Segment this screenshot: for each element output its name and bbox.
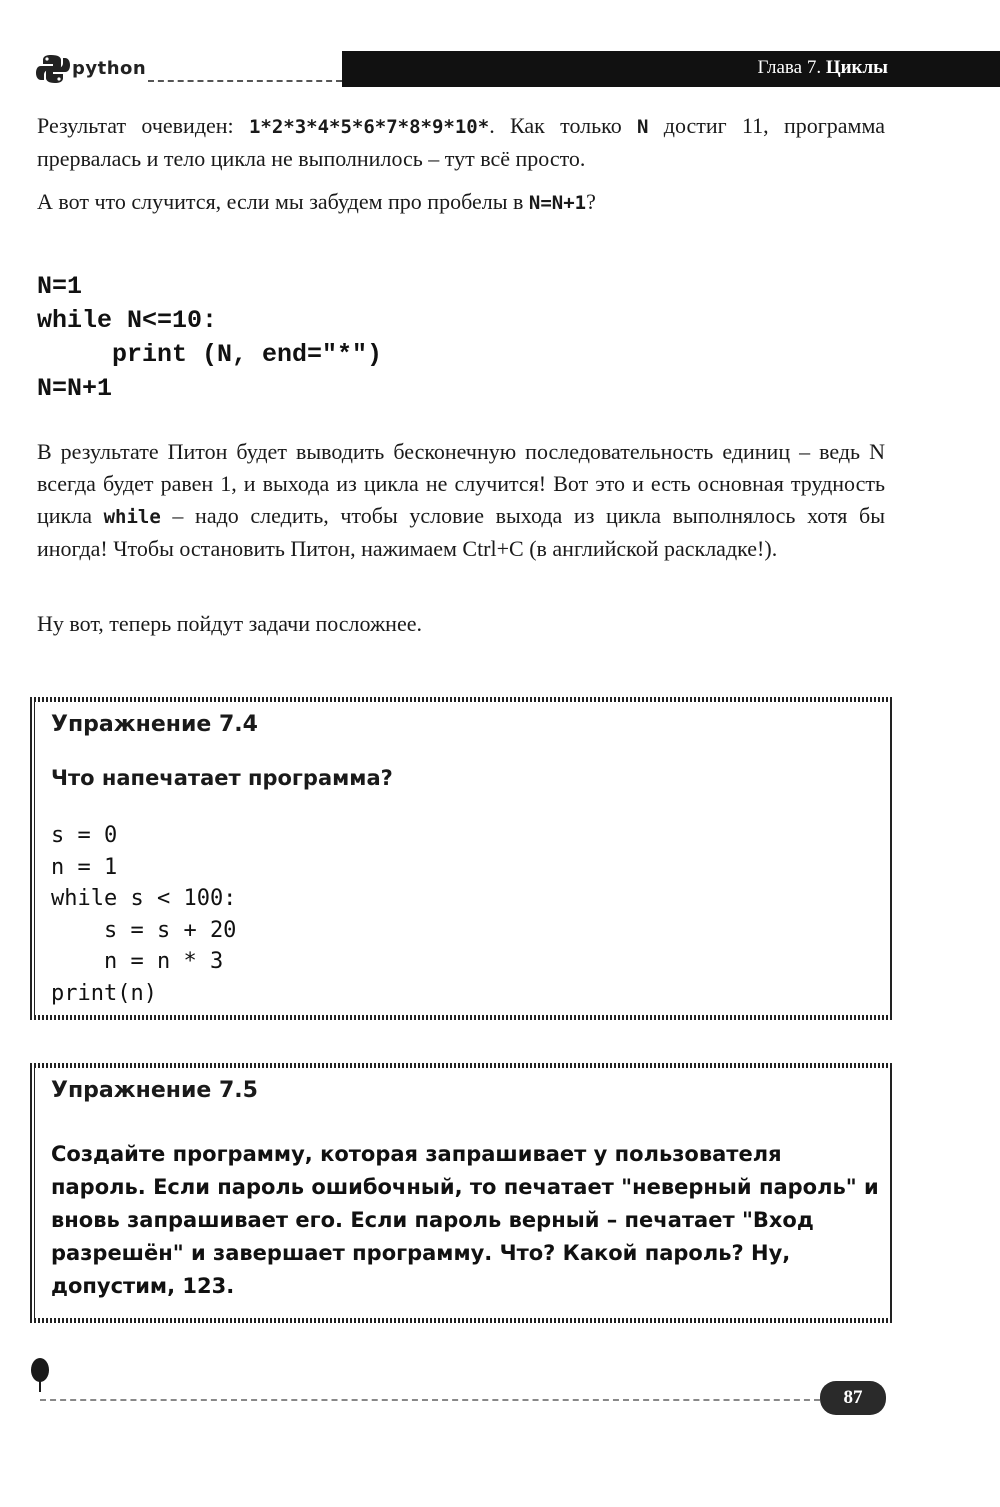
paragraph-result (37, 110, 885, 175)
exercise-question: Что напечатает программа? (51, 766, 393, 790)
paragraph-explanation (37, 436, 885, 565)
inline-code: 1*2*3*4*5*6*7*8*9*10* (248, 116, 490, 138)
chapter-header-bar (342, 51, 1000, 87)
chapter-name: Циклы (825, 57, 888, 78)
text-run: ? (586, 189, 596, 214)
page-number: 87 (820, 1381, 886, 1415)
exercise-title: Упражнение 7.5 (51, 1078, 258, 1103)
text-run: А вот что случится, если мы забудем про пробелы в (37, 189, 529, 214)
text-run: – надо следить, чтобы условие выхода из цикла выполнялось хотя бы иногда! Чтобы остановить Питон, нажимаем Ctrl+C (в английской раскладке!). (37, 503, 885, 561)
inline-code: N (637, 116, 649, 138)
paragraph-transition: Ну вот, теперь пойдут задачи посложнее. (37, 611, 422, 636)
chapter-title (757, 57, 888, 79)
text-run: достиг 11, программа прервалась и тело цикла не выполнилось – тут всё просто. (37, 113, 885, 171)
text-run: . Как только (489, 113, 638, 138)
exercise-task: Создайте программу, которая запрашивает у пользователя пароль. Если пароль ошибочный, то печатает "неверный пароль" и вновь запрашивает его. Если пароль верный – печатает "Вход разрешён" и завершает программу. Что? Какой пароль? Ну, допустим, 123. (51, 1142, 879, 1298)
exercise-box (30, 697, 894, 1020)
text-run: Результат очевиден: (37, 113, 249, 138)
inline-code: while (103, 506, 161, 528)
header-divider (148, 80, 342, 82)
exercise-code: s = 0 n = 1 while s < 100: s = s + 20 n = n * 3 print(n) (51, 823, 237, 1006)
brand-label: python (72, 58, 147, 79)
paragraph-question (37, 186, 885, 219)
exercise-title: Упражнение 7.4 (51, 712, 258, 737)
chapter-prefix: Глава 7. (757, 57, 822, 78)
python-logo-icon (36, 54, 70, 84)
code-block-infinite-loop: N=1 while N<=10: print (N, end="*") N=N+1 (37, 272, 383, 403)
exercise-box (30, 1063, 894, 1323)
text-run: В результате Питон будет выводить бесконечную последовательность единиц – ведь N всегда будет равен 1, и выхода из цикла не случится! Вот это и есть основная трудность цикла (37, 439, 885, 528)
leaf-icon (30, 1357, 50, 1393)
footer-divider (40, 1399, 820, 1401)
inline-code: N=N+1 (528, 192, 587, 214)
